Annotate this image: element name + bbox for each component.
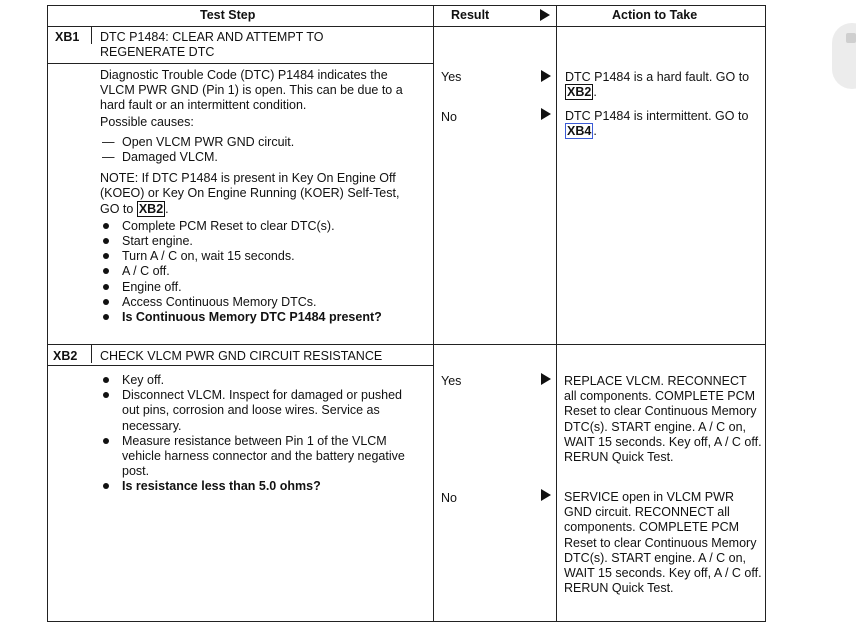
list-item: Turn A / C on, wait 15 seconds. bbox=[100, 249, 418, 264]
header-test-step: Test Step bbox=[200, 8, 256, 22]
xb1-yes-action-end: . bbox=[593, 85, 597, 100]
list-item: Complete PCM Reset to clear DTC(s). bbox=[100, 219, 418, 234]
header-result: Result bbox=[451, 8, 490, 22]
xb1-yes-ref-xb2[interactable]: XB2 bbox=[567, 85, 592, 100]
xb1-title bbox=[100, 30, 425, 60]
xb1-title-line1: DTC P1484: CLEAR AND ATTEMPT TO bbox=[100, 30, 324, 44]
xb2-no-label: No bbox=[441, 491, 457, 505]
list-item: Measure resistance between Pin 1 of the VLCM vehicle harness connector and the battery negative post. bbox=[100, 434, 410, 480]
xb1-title-line2: REGENERATE DTC bbox=[100, 45, 215, 60]
xb1-note-ref-xb2[interactable]: XB2 bbox=[138, 201, 164, 216]
xb1-no-action bbox=[565, 109, 761, 139]
scroll-handle[interactable] bbox=[832, 23, 856, 89]
xb2-id: XB2 bbox=[53, 349, 78, 363]
xb1-no-action-text: DTC P1484 is intermittent. GO to bbox=[565, 109, 749, 123]
arrow-icon bbox=[541, 373, 551, 385]
xb1-cause-item: — Open VLCM PWR GND circuit. bbox=[100, 135, 418, 150]
header-action: Action to Take bbox=[612, 8, 698, 22]
xb2-yes-action: REPLACE VLCM. RECONNECT all components. COMPLETE PCM Reset to clear Continuous Memory DTC(s). START engine. A / C on, WAIT 15 seconds. Key off, A / C off. RERUN Quick Test. bbox=[564, 374, 762, 465]
list-item: Engine off. bbox=[100, 280, 418, 295]
xb1-steps bbox=[100, 219, 418, 325]
xb1-id: XB1 bbox=[55, 30, 80, 44]
arrow-icon bbox=[540, 9, 550, 21]
list-item: Access Continuous Memory DTCs. bbox=[100, 295, 418, 310]
xb2-title: CHECK VLCM PWR GND CIRCUIT RESISTANCE bbox=[100, 349, 383, 363]
xb1-note-text: NOTE: If DTC P1484 is present in Key On Engine Off (KOEO) or Key On Engine Running (KOER) Self-Test, GO to bbox=[100, 171, 400, 216]
list-item: Disconnect VLCM. Inspect for damaged or pushed out pins, corrosion and loose wires. Service as necessary. bbox=[100, 388, 410, 434]
xb1-no-label: No bbox=[441, 110, 457, 124]
xb2-question: Is resistance less than 5.0 ohms? bbox=[100, 479, 410, 494]
xb1-yes-label: Yes bbox=[441, 70, 462, 84]
xb1-no-ref-xb4[interactable]: XB4 bbox=[567, 124, 592, 139]
xb2-steps bbox=[100, 373, 410, 495]
arrow-icon bbox=[541, 70, 551, 82]
xb1-note-end: . bbox=[165, 201, 169, 216]
list-item: Start engine. bbox=[100, 234, 418, 249]
xb1-yes-action bbox=[565, 70, 761, 100]
xb2-no-action: SERVICE open in VLCM PWR GND circuit. RECONNECT all components. COMPLETE PCM Reset to clear Continuous Memory DTC(s). START engine. A / C on, WAIT 15 seconds. Key off, A / C off. RERUN Quick Test. bbox=[564, 490, 762, 596]
arrow-icon bbox=[541, 108, 551, 120]
xb2-body bbox=[100, 373, 410, 495]
list-item: A / C off. bbox=[100, 264, 418, 279]
list-item: Key off. bbox=[100, 373, 410, 388]
xb1-note bbox=[100, 171, 418, 217]
xb1-cause-item: — Damaged VLCM. bbox=[100, 150, 418, 165]
xb1-no-action-end: . bbox=[593, 124, 597, 139]
arrow-icon bbox=[541, 489, 551, 501]
xb1-body bbox=[100, 68, 418, 325]
xb1-description: Diagnostic Trouble Code (DTC) P1484 indicates the VLCM PWR GND (Pin 1) is open. This can be due to a hard fault or an intermittent condition. bbox=[100, 68, 403, 113]
xb1-question: Is Continuous Memory DTC P1484 present? bbox=[100, 310, 418, 325]
xb1-yes-action-text: DTC P1484 is a hard fault. GO to bbox=[565, 70, 750, 84]
xb1-possible-causes: Possible causes: bbox=[100, 114, 194, 129]
xb2-yes-label: Yes bbox=[441, 374, 462, 388]
